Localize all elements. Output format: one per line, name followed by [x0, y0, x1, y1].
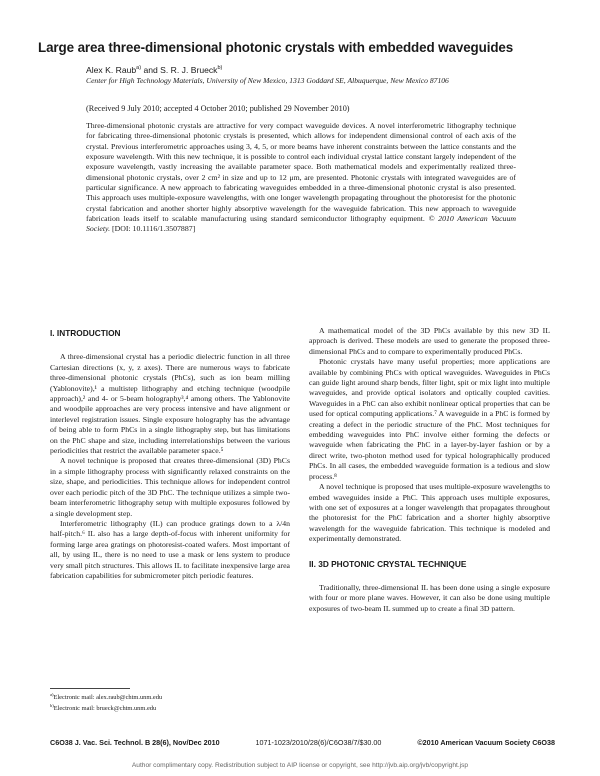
abstract-text: Three-dimensional photonic crystals are attractive for very compact waveguide devices. A novel interferometric lithography technique for fabricating three-dimensional photonic crystals is presented, which allows for independent dimensional control of each axis of the crystal. Previous interferometric approaches using 3, 4, 5, or more beams have inherent constraints between the lattice constants and the exposure wavelength. With this new technique, it is possible to control each individual crystal lattice constant largely independent of the exposure wavelength, vastly increasing the available parameter space. Both mathematical models and experimentally realized three-dimensional photonic crystals, over 2 cm² in size and up to 12 μm, are presented. Photonic crystals with integrated waveguides are of particular significance. A new approach to fabricating waveguides embedded in a three-dimensional photonic crystal is also presented. This approach uses multiple-exposure wavelengths, with one longer wavelength propagating throughout the photoresist for the photonic crystal fabrication and another shorter highly absorptive wavelength for the waveguide fabrication. This new approach to waveguide fabrication leads itself to scalable manufacturing using standard semiconductor lithography equipment. [86, 121, 516, 224]
copyright-notice: Author complimentary copy. Redistribution subject to AIP license or copyright, see http://jvb.aip.org/jvb/copyright.jsp [131, 762, 469, 769]
author-brueck: and S. R. J. Brueck [141, 65, 218, 75]
author-list [86, 65, 222, 75]
technique-paragraph-1: Traditionally, three-dimensional IL has been done using a single exposure with four or more plane waves. However, it can also be done using multiple exposures of two-beam IL summed up to create a final 3D pattern. [309, 582, 550, 613]
footnotes [50, 691, 162, 713]
right-paragraph-2: Photonic crystals have many useful properties; more applications are available by combining PhCs with optical waveguides. Waveguides in PhCs can guide light around sharp bends, filter light, spit or mix light into multiple waveguides, and provide optical isolators and optically coupled cavities. Waveguides in a PhC can also exhibit nonlinear optical properties that can be used for optical computing applications.⁷ A waveguide in a PhC is formed by creating a defect in the periodic structure of the PhC. Most techniques for embedding waveguides into PhC involve either forming the defects or waveguide when fabricating the PhC in a layer-by-layer fashion or by a direct write, two-photon method used for typical holographically produced PhCs. In all cases, the embedded waveguide formation is a tedious and slow process.⁸ [309, 357, 550, 481]
footnote-a-mark: a) [50, 692, 54, 697]
intro-paragraph-3: Interferometric lithography (IL) can produce gratings down to a λ/4n half-pitch.⁶ IL also has a large depth-of-focus with inherent uniformity for forming large area gratings on photoresist-coated wafers. Most important of all, by using IL, there is no need to use a mask or lens system to produce very small pitch structures. This allows IL to facilitate inexpensive large area fabrication capabilities for submicrometer pitch periodic features. [50, 518, 290, 580]
footnote-b-mark: b) [50, 703, 54, 709]
abstract-doi: [DOI: 10.1116/1.3507887] [111, 224, 196, 234]
author-raub: Alex K. Raub [86, 65, 137, 75]
footer-issn: 1071-1023/2010/28(6)/C6O38/7/$30.00 [255, 738, 382, 747]
footnote-b [50, 702, 162, 713]
right-paragraph-3: A novel technique is proposed that uses multiple-exposure wavelengths to embed waveguides inside a PhC. This approach uses multiple exposures, with one set of exposures at a longer wavelength that propagates throughout the photoresist for the PhC fabrication and a shorter highly absorptive wavelength for the waveguide fabrication. This technique is modeled and experimentally demonstrated. [309, 482, 550, 544]
footnote-divider [50, 688, 130, 689]
abstract-copyright: © 2010 American Vacuum Society. [86, 214, 516, 234]
author-brueck-mark: b) [217, 65, 223, 72]
section-heading-technique: II. 3D PHOTONIC CRYSTAL TECHNIQUE [309, 558, 467, 569]
right-column [309, 326, 550, 614]
running-footer [50, 738, 555, 747]
abstract [86, 121, 516, 235]
affiliation: Center for High Technology Materials, University of New Mexico, 1313 Goddard SE, Albuquerque, New Mexico 87106 [86, 76, 449, 85]
intro-paragraph-2: A novel technique is proposed that creates three-dimensional (3D) PhCs in a simple lithography process with significantly relaxed constraints on the size, shape, and periodicities. This technique allows for independent control over each periodic pitch of the 3D PhC. The technique utilizes a simple two-beam interferometric lithography setup with multiple exposures followed by a single development step. [50, 456, 290, 518]
footnote-a [50, 691, 162, 702]
footer-journal: C6O38 J. Vac. Sci. Technol. B 28(6), Nov/Dec 2010 [50, 738, 220, 747]
paper-title: Large area three-dimensional photonic crystals with embedded waveguides [38, 40, 514, 55]
received-dates: (Received 9 July 2010; accepted 4 October 2010; published 29 November 2010) [86, 104, 350, 113]
intro-paragraph-1: A three-dimensional crystal has a periodic dielectric function in all three Cartesian directions (x, y, z axes). There are numerous ways to fabricate three-dimensional photonic crystals (PhCs), such as ion beam milling (Yablonovite),¹ a multistep lithography and etching technique (woodpile approach),² and 4- or 5-beam holography³,⁴ among others. The Yablonovite and woodpile approaches are very process intensive and have alignment or interlevel registration issues. Single exposure holography has the advantage of being able to form PhCs in a single lithography step, but has limitations on the PhC shape and size, including interrelationships between the various periodicities that restrict the available parameter space.⁵ [50, 352, 290, 456]
author-raub-mark: a) [136, 65, 142, 72]
left-column [50, 326, 290, 581]
footnote-b-text: Electronic mail: brueck@chtm.unm.edu [53, 705, 157, 713]
footer-society: ©2010 American Vacuum Society C6O38 [417, 738, 555, 747]
footnote-a-text: Electronic mail: alex.raub@chtm.unm.edu [53, 694, 163, 702]
section-heading-introduction: I. INTRODUCTION [50, 328, 121, 338]
right-paragraph-1: A mathematical model of the 3D PhCs available by this new 3D IL approach is derived. These models are used to generate the proposed three-dimensional PhCs and to compare to experimentally produced PhCs. [309, 326, 550, 356]
